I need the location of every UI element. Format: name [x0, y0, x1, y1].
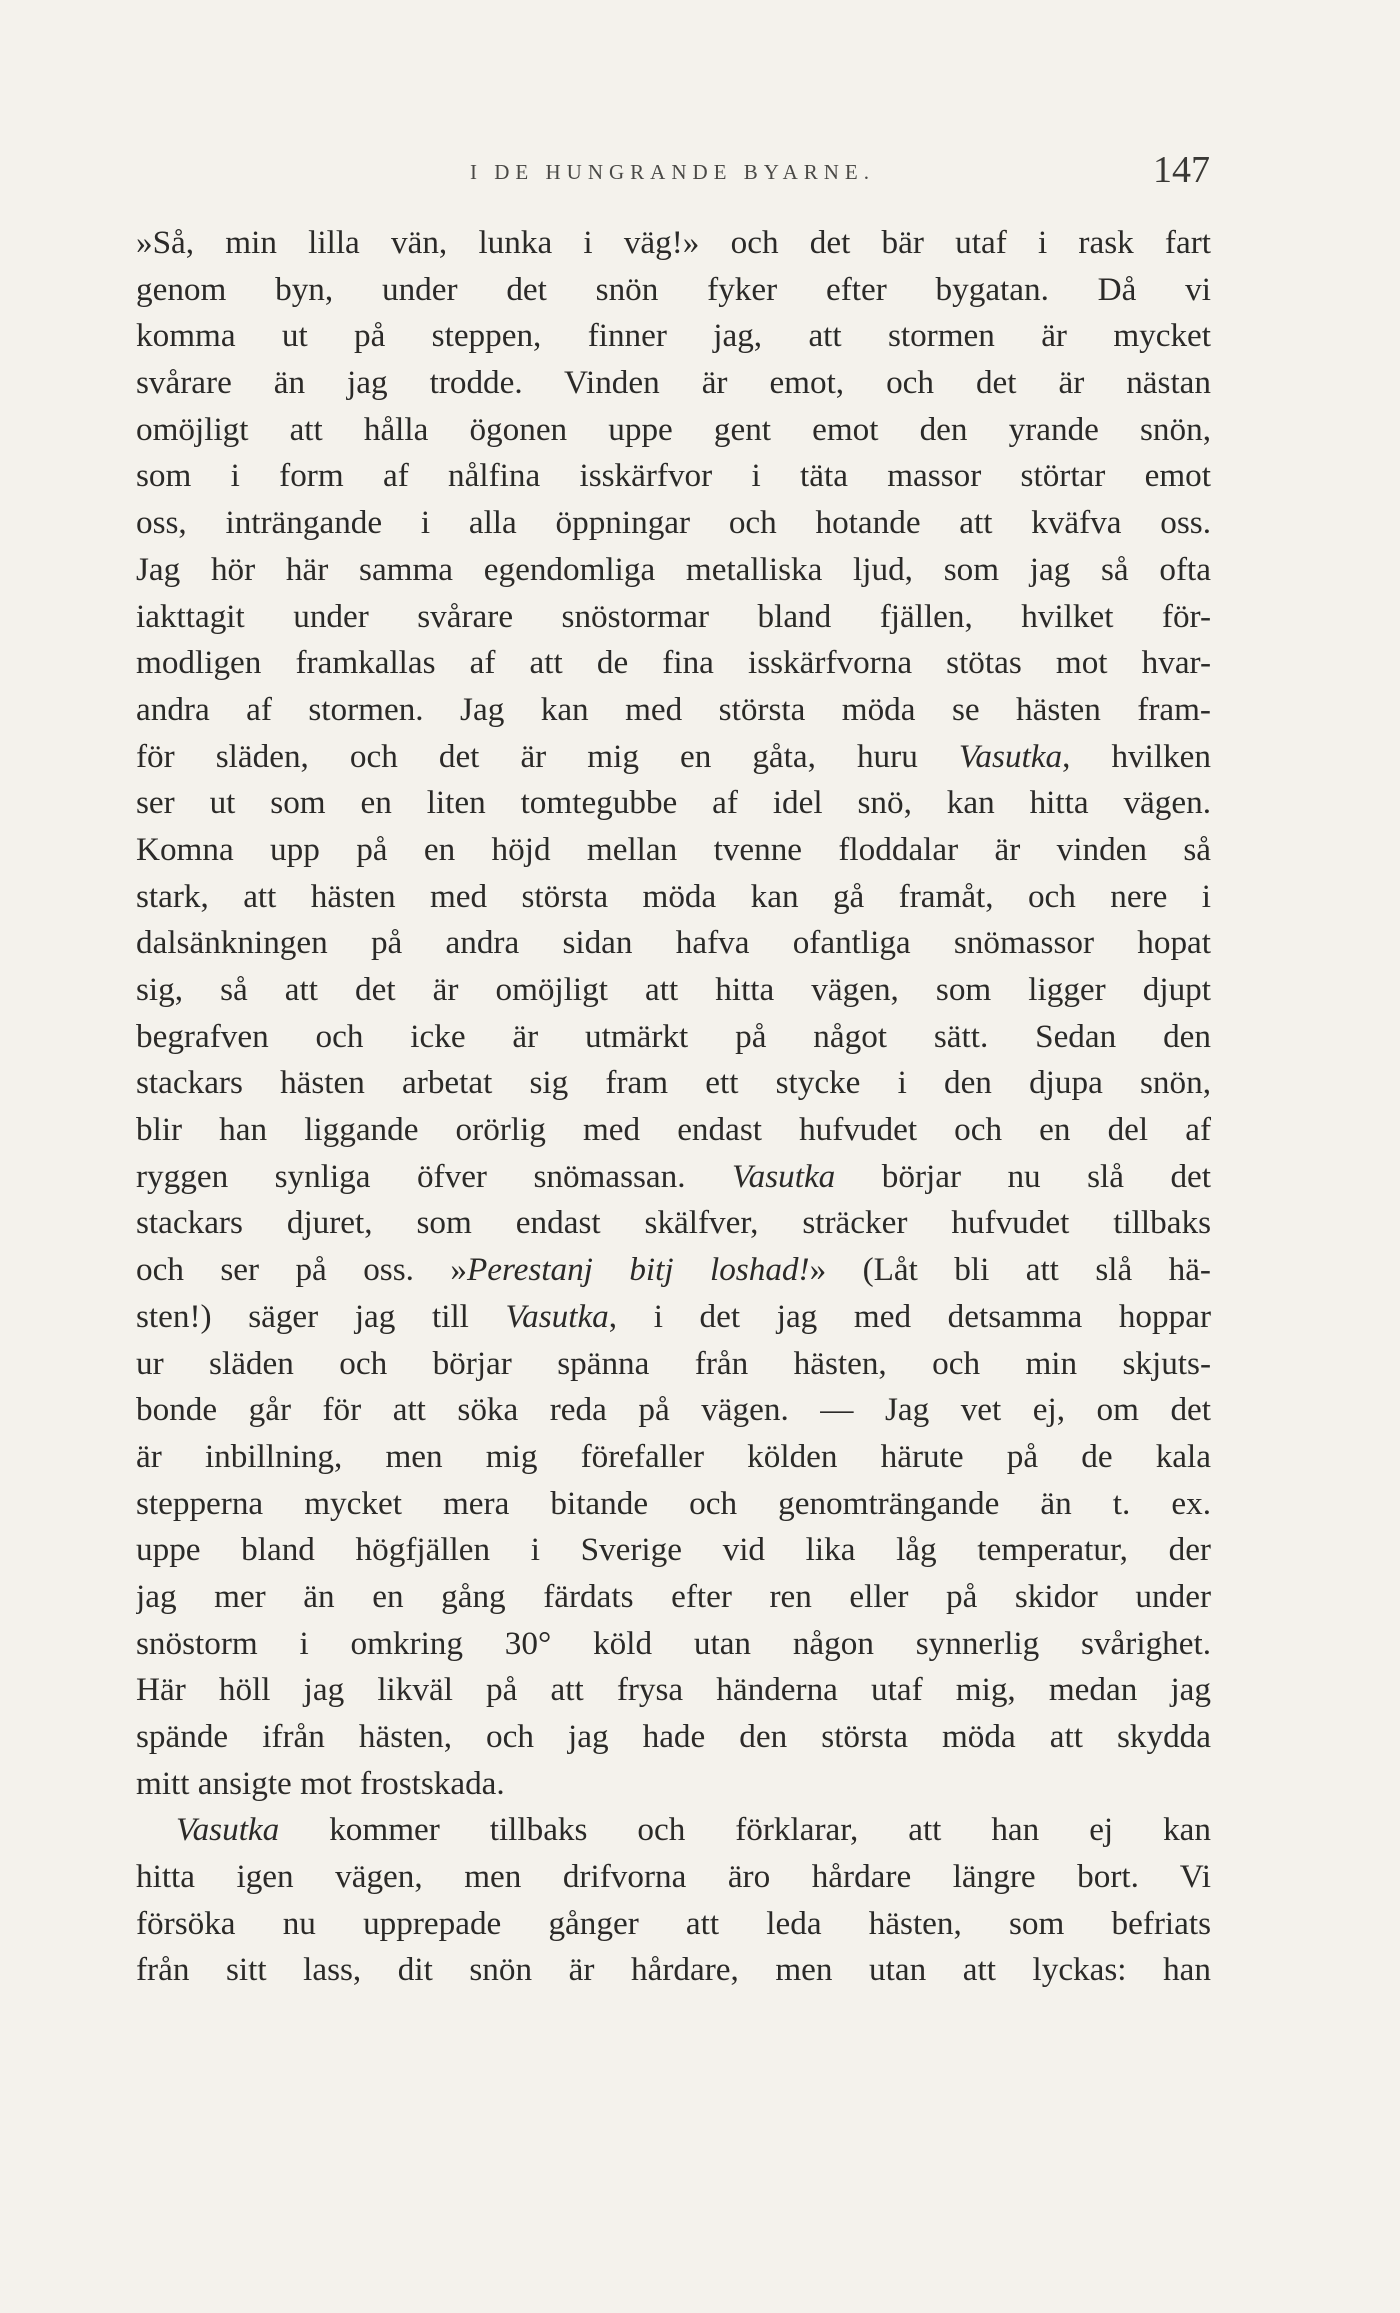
- text-span: för släden, och det är mig en gåta, huru: [136, 737, 959, 775]
- body-text: [136, 220, 1211, 1994]
- text-line: hitta igen vägen, men drifvorna äro hårdare längre bort. Vi: [136, 1858, 1211, 1896]
- text-span: sten!) säger jag till: [136, 1297, 506, 1335]
- text-line: blir han liggande orörlig med endast hufvudet och en del af: [136, 1111, 1211, 1149]
- text-line: svårare än jag trodde. Vinden är emot, och det är nästan: [136, 364, 1211, 402]
- text-line: Jag hör här samma egendomliga metalliska ljud, som jag så ofta: [136, 550, 1211, 588]
- text-line: oss, inträngande i alla öppningar och hotande att kväfva oss.: [136, 504, 1211, 542]
- text-span: , i det jag med detsamma hoppar: [608, 1297, 1211, 1335]
- text-line: sig, så att det är omöjligt att hitta vägen, som ligger djupt: [136, 971, 1211, 1008]
- text-line: [136, 734, 1211, 781]
- text-line: iakttagit under svårare snöstormar bland fjällen, hvilket för-: [136, 597, 1211, 635]
- running-head: [135, 148, 1210, 198]
- text-line: Komna upp på en höjd mellan tvenne floddalar är vinden så: [136, 830, 1211, 868]
- text-line: modligen framkallas af att de fina isskärfvorna stötas mot hvar-: [136, 644, 1211, 682]
- paragraph-first-line: [136, 1807, 1211, 1854]
- text-line: försöka nu upprepade gånger att leda hästen, som befriats: [136, 1904, 1211, 1942]
- text-span: » (Låt bli att slå hä-: [809, 1251, 1211, 1289]
- text-line: omöjligt att hålla ögonen uppe gent emot den yrande snön,: [136, 410, 1211, 448]
- text-line: [136, 1247, 1211, 1294]
- text-line: stark, att hästen med största möda kan gå framåt, och nere i: [136, 877, 1211, 915]
- text-line: stackars hästen arbetat sig fram ett stycke i den djupa snön,: [136, 1064, 1211, 1102]
- text-line: andra af stormen. Jag kan med största möda se hästen fram-: [136, 690, 1211, 728]
- text-line: stackars djuret, som endast skälfver, sträcker hufvudet tillbaks: [136, 1204, 1211, 1242]
- text-line: komma ut på steppen, finner jag, att stormen är mycket: [136, 317, 1211, 355]
- text-line: begrafven och icke är utmärkt på något sätt. Sedan den: [136, 1017, 1211, 1055]
- text-line: som i form af nålfina isskärfvor i täta massor störtar emot: [136, 457, 1211, 495]
- page-number: 147: [1153, 149, 1210, 191]
- italic-name: Vasutka: [176, 1811, 280, 1849]
- italic-russian-phrase: Perestanj bitj loshad!: [466, 1251, 810, 1289]
- text-line: »Så, min lilla vän, lunka i väg!» och det bär utaf i rask fart: [136, 224, 1211, 261]
- text-line: från sitt lass, dit snön är hårdare, men utan att lyckas: han: [136, 1951, 1211, 1989]
- text-line: spände ifrån hästen, och jag hade den största möda att skydda: [136, 1718, 1211, 1755]
- text-span: och ser på oss. »: [136, 1251, 467, 1289]
- italic-name: Vasutka: [732, 1157, 836, 1195]
- text-line: jag mer än en gång färdats efter ren eller på skidor under: [136, 1577, 1211, 1615]
- text-line: [136, 1154, 1211, 1201]
- text-line: snöstorm i omkring 30° köld utan någon synnerlig svårighet.: [136, 1624, 1211, 1662]
- text-span: , hvilken: [1062, 737, 1211, 775]
- text-line: bonde går för att söka reda på vägen. — Jag vet ej, om det: [136, 1391, 1211, 1429]
- paragraph-last-line: mitt ansigte mot frostskada.: [136, 1764, 505, 1802]
- text-span: börjar nu slå det: [835, 1157, 1211, 1195]
- running-title: I DE HUNGRANDE BYARNE.: [470, 160, 875, 184]
- text-line: är inbillning, men mig förefaller kölden härute på de kala: [136, 1437, 1211, 1475]
- italic-name: Vasutka: [505, 1297, 609, 1335]
- text-line: genom byn, under det snön fyker efter bygatan. Då vi: [136, 270, 1211, 308]
- text-line: [136, 1294, 1211, 1341]
- text-line: ur släden och börjar spänna från hästen, och min skjuts-: [136, 1344, 1211, 1382]
- text-span: ryggen synliga öfver snömassan.: [136, 1157, 733, 1195]
- text-span: kommer tillbaks och förklarar, att han ej kan: [279, 1811, 1211, 1849]
- text-line: Här höll jag likväl på att frysa händerna utaf mig, medan jag: [136, 1671, 1211, 1709]
- text-line: uppe bland högfjällen i Sverige vid lika låg temperatur, der: [136, 1531, 1211, 1569]
- text-line: ser ut som en liten tomtegubbe af idel snö, kan hitta vägen.: [136, 784, 1211, 822]
- italic-name: Vasutka: [958, 737, 1063, 775]
- text-line: dalsänkningen på andra sidan hafva ofantliga snömassor hopat: [136, 924, 1211, 962]
- text-line: stepperna mycket mera bitande och genomträngande än t. ex.: [136, 1484, 1211, 1522]
